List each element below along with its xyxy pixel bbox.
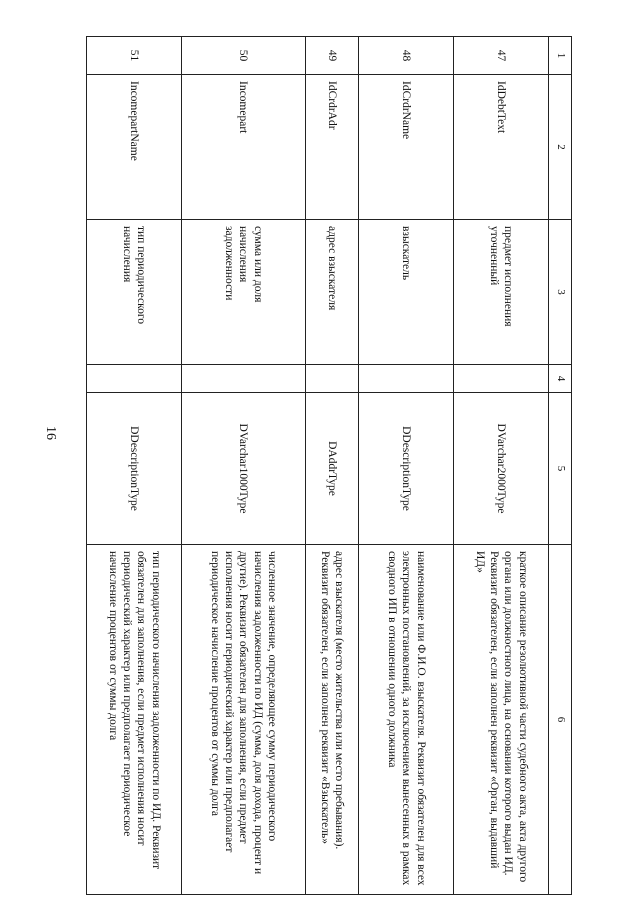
header-col-4: 4: [549, 365, 572, 393]
table-row: [305, 37, 359, 895]
element-code: IdCrdrName: [359, 75, 454, 220]
header-col-5: 5: [549, 393, 572, 545]
header-col-3: 3: [549, 220, 572, 365]
row-number: 51: [87, 37, 182, 75]
element-type: DVarchar2000Type: [454, 393, 549, 545]
element-name: предмет исполнения уточненный: [454, 220, 549, 365]
element-description: краткое описание резолютивной части судебного акта, акта другого органа или должностного лица, на основании которого выдан ИД. Реквизит обязателен, если заполнен реквизит «Орган, выдавший ИД»: [454, 545, 549, 895]
element-name: сумма или доля начисления задолженности: [181, 220, 305, 365]
row-number: 47: [454, 37, 549, 75]
rotated-table-container: [86, 36, 572, 894]
table-row: [359, 37, 454, 895]
header-col-1: 1: [549, 37, 572, 75]
element-code: IdCrdrAdr: [305, 75, 359, 220]
element-type: DAddrType: [305, 393, 359, 545]
element-name: взыскатель: [359, 220, 454, 365]
table-row: [87, 37, 182, 895]
element-flag: [305, 365, 359, 393]
element-flag: [181, 365, 305, 393]
header-row: [549, 37, 572, 895]
row-number: 48: [359, 37, 454, 75]
page-number: 16: [43, 426, 58, 440]
element-flag: [87, 365, 182, 393]
table-row: [181, 37, 305, 895]
header-col-2: 2: [549, 75, 572, 220]
element-flag: [359, 365, 454, 393]
element-code: IdDebtText: [454, 75, 549, 220]
table-row: [454, 37, 549, 895]
requisites-table: [86, 36, 572, 895]
element-description: численное значение, определяющее сумму периодического начисления задолженности по ИД (сумма, доля дохода, процент и другие). Реквизит обязателен для заполнения, если предмет исполнения носит периодический характер или предполагает периодическое начисление процентов от суммы долга: [181, 545, 305, 895]
element-type: DDescriptionType: [87, 393, 182, 545]
element-description: адрес взыскателя (место жительства или место пребывания). Реквизит обязателен, если заполнен реквизит «Взыскатель»: [305, 545, 359, 895]
element-name: тип периодического начисления: [87, 220, 182, 365]
element-code: Incomepart: [181, 75, 305, 220]
element-type: DVarchar1000Type: [181, 393, 305, 545]
row-number: 49: [305, 37, 359, 75]
row-number: 50: [181, 37, 305, 75]
element-description: наименование или Ф.И.О. взыскателя. Реквизит обязателен для всех электронных постановлений, за исключением вынесенных в рамках сводного ИП в отношении одного должника: [359, 545, 454, 895]
element-type: DDescriptionType: [359, 393, 454, 545]
element-name: адрес взыскателя: [305, 220, 359, 365]
header-col-6: 6: [549, 545, 572, 895]
element-code: IncomepartName: [87, 75, 182, 220]
element-description: тип периодического начисления задолженности по ИД. Реквизит обязателен для заполнения, если предмет исполнения носит периодический характер или предполагает периодическое начисление процентов от суммы долга: [87, 545, 182, 895]
element-flag: [454, 365, 549, 393]
